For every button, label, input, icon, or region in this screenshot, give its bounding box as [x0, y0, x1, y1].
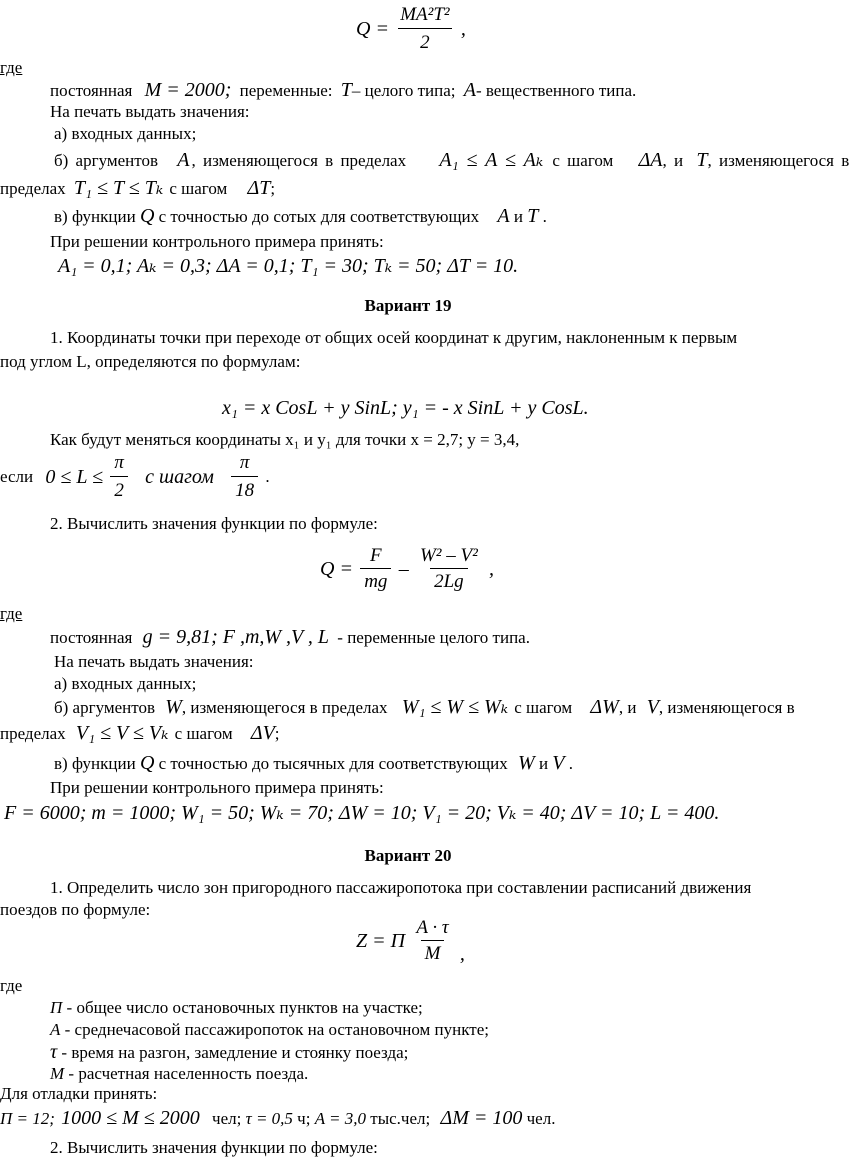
- text: , и: [618, 698, 637, 717]
- formula-lhs: Q =: [356, 18, 389, 40]
- text: ;: [274, 724, 280, 743]
- text: ч;: [297, 1109, 311, 1128]
- text: с шагом: [552, 151, 614, 170]
- formula-tail: ,: [489, 558, 495, 580]
- text: тыс.чел;: [370, 1109, 431, 1128]
- fraction-numerator: A · τ: [416, 917, 449, 938]
- v19-print: На печать выдать значения:: [54, 652, 254, 671]
- text: постоянная: [50, 628, 133, 647]
- math-var: T: [527, 205, 539, 227]
- math-value: τ = 0,5: [245, 1109, 293, 1128]
- item-a: а) входных данных;: [54, 124, 197, 143]
- control-example-line: При решении контрольного примера принять:: [50, 232, 384, 251]
- params-line: [50, 80, 636, 101]
- v20-def-item: [50, 1042, 408, 1063]
- text: с шагом: [169, 179, 228, 198]
- fraction-denominator: 18: [231, 476, 258, 502]
- fraction-f-mg: [360, 546, 391, 592]
- fraction-pi-2: [110, 452, 128, 502]
- v20-def-item: [50, 1020, 489, 1040]
- fraction-numerator: π: [114, 452, 124, 473]
- math-value: ΔM = 100: [440, 1107, 523, 1129]
- v19-formula-rotation: x₁ = x CosL + y SinL; y₁ = - x SinL + y CosL.: [222, 397, 589, 419]
- formula-tail: ,: [460, 18, 466, 40]
- fraction-w-v: [416, 546, 482, 592]
- item-b-cont: [0, 178, 275, 199]
- text: постоянная: [50, 81, 133, 100]
- text: , изменяющегося в: [658, 698, 795, 717]
- v19-ctrl: При решении контрольного примера принять:: [50, 778, 384, 797]
- v20-p2: 2. Вычислить значения функции по формуле:: [50, 1138, 378, 1157]
- v20-def-item: [50, 1064, 308, 1084]
- v19-p1a: 1. Координаты точки при переходе от общих осей координат к другим, наклоненным к первым: [50, 328, 738, 347]
- text: и: [513, 207, 523, 226]
- math-var: W: [518, 752, 535, 774]
- variant-20-heading: Вариант 20: [364, 846, 452, 865]
- text: пределах: [0, 724, 66, 743]
- item-c: [54, 206, 547, 227]
- v20-values: [0, 1106, 555, 1131]
- formula-q-ma2t2: [356, 4, 466, 54]
- fraction-denominator: 2: [398, 28, 452, 54]
- formula-lhs: Z = П: [356, 930, 406, 952]
- math-var: T: [340, 79, 352, 101]
- math-var: A: [497, 205, 510, 227]
- text: - вещественного типа.: [475, 81, 637, 100]
- text: , изменяющегося в пределах: [191, 151, 407, 170]
- v19-item-a: а) входных данных;: [54, 674, 197, 693]
- text: ;: [270, 179, 276, 198]
- fraction-numerator: π: [239, 452, 250, 473]
- formula-fraction: [396, 4, 453, 54]
- fraction-pi-18: [231, 452, 258, 502]
- math-range: V₁ ≤ V ≤ Vₖ: [75, 722, 169, 744]
- v19-p3: 2. Вычислить значения функции по формуле:: [50, 514, 378, 533]
- formula-lhs: Q =: [320, 558, 353, 580]
- math-var: W: [165, 696, 182, 718]
- text: переменные:: [239, 81, 333, 100]
- math-value: П = 12;: [0, 1109, 55, 1128]
- fraction-a-tau-m: [412, 918, 452, 964]
- text: - среднечасовой пассажиропоток на остановочном пункте;: [64, 1020, 489, 1039]
- text: - время на разгон, замедление и стоянку поезда;: [61, 1043, 409, 1062]
- where-label: где: [0, 58, 23, 77]
- fraction-numerator: W² – V²: [419, 545, 478, 566]
- fraction-denominator: M: [421, 940, 445, 964]
- text: пределах: [0, 179, 66, 198]
- text: в) функции: [54, 207, 136, 226]
- text: .: [265, 467, 270, 486]
- control-values: A₁ = 0,1; Aₖ = 0,3; ΔA = 0,1; T₁ = 30; Tₖ = 50; ΔT = 10.: [58, 255, 519, 277]
- v19-values: F = 6000; m = 1000; W₁ = 50; Wₖ = 70; ΔW = 10; V₁ = 20; Vₖ = 40; ΔV = 10; L = 400.: [4, 802, 720, 824]
- v19-p1b: под углом L, определяются по формулам:: [0, 352, 301, 371]
- variant-19-heading: Вариант 19: [364, 296, 452, 315]
- formula-z: [356, 918, 465, 964]
- fraction-numerator: F: [370, 545, 382, 566]
- math-var: T: [696, 149, 708, 171]
- math-var: A: [177, 149, 190, 171]
- text: с шагом: [514, 698, 573, 717]
- text: в) функции: [54, 754, 136, 773]
- math-step: ΔT: [247, 177, 271, 199]
- text: , изменяющегося в пределах: [181, 698, 388, 717]
- v19-item-b-cont: [0, 722, 280, 745]
- text: - расчетная населенность поезда.: [68, 1064, 309, 1083]
- math-value: A = 3,0: [314, 1109, 367, 1128]
- text: .: [568, 754, 574, 773]
- v20-where: где: [0, 976, 23, 995]
- v19-if-line: [0, 452, 270, 502]
- math-const: g = 9,81; F ,m,W ,V , L: [142, 626, 330, 648]
- math-text: с шагом: [145, 466, 214, 488]
- text: б) аргументов: [54, 698, 155, 717]
- v19-const-line: [50, 626, 530, 649]
- text: , и: [662, 151, 684, 170]
- v19-item-c: [54, 752, 573, 775]
- math-range: W₁ ≤ W ≤ Wₖ: [401, 696, 508, 718]
- math-var: Q: [139, 752, 155, 774]
- text: .: [542, 207, 547, 226]
- text: - переменные целого типа.: [337, 628, 530, 647]
- text: если: [0, 467, 34, 486]
- fraction-numerator: MA²T²: [400, 4, 450, 25]
- math-range: T₁ ≤ T ≤ Tₖ: [73, 177, 164, 199]
- math-range: 0 ≤ L ≤: [45, 466, 104, 488]
- math-symbol: τ: [50, 1041, 58, 1063]
- v19-p2: Как будут меняться координаты x₁ и y₁ для точки x = 2,7; y = 3,4,: [50, 430, 520, 449]
- math-range: A₁ ≤ A ≤ Aₖ: [439, 149, 544, 171]
- text: - общее число остановочных пунктов на участке;: [66, 998, 423, 1017]
- text: чел.: [526, 1109, 556, 1128]
- text: б) аргументов: [54, 151, 158, 170]
- formula-tail: ,: [459, 943, 465, 965]
- v20-debug: Для отладки принять:: [0, 1084, 158, 1103]
- text: с точностью до сотых для соответствующих: [158, 207, 480, 226]
- text: и: [538, 754, 549, 773]
- v19-item-b: [54, 696, 795, 719]
- fraction-denominator: 2: [110, 476, 128, 502]
- math-var: A: [463, 79, 476, 101]
- item-b: [54, 150, 849, 171]
- math-step: ΔW: [590, 696, 619, 718]
- formula-minus: –: [398, 558, 409, 580]
- text: с шагом: [174, 724, 233, 743]
- math-step: ΔV: [250, 722, 275, 744]
- math-range: 1000 ≤ M ≤ 2000: [61, 1107, 200, 1129]
- formula-q-f-mg: [320, 546, 494, 592]
- math-symbol: П: [50, 998, 63, 1017]
- math-const: M = 2000;: [144, 79, 232, 101]
- v20-def-item: [50, 998, 423, 1018]
- math-var: V: [646, 696, 659, 718]
- v20-p1b: поездов по формуле:: [0, 900, 151, 919]
- print-line: На печать выдать значения:: [50, 102, 250, 121]
- v20-p1a: 1. Определить число зон пригородного пассажиропотока при составлении расписаний движения: [50, 878, 752, 897]
- text: с точностью до тысячных для соответствующих: [158, 754, 508, 773]
- fraction-denominator: mg: [360, 568, 391, 592]
- math-var: V: [552, 752, 565, 774]
- text: , изменяющегося в: [707, 151, 849, 170]
- math-symbol: M: [50, 1064, 65, 1083]
- math-var: Q: [139, 205, 155, 227]
- text: чел;: [212, 1109, 242, 1128]
- text: – целого типа;: [351, 81, 456, 100]
- fraction-denominator: 2Lg: [430, 568, 468, 592]
- v19-where: где: [0, 604, 23, 623]
- math-step: ΔA: [638, 149, 663, 171]
- math-symbol: A: [50, 1020, 61, 1039]
